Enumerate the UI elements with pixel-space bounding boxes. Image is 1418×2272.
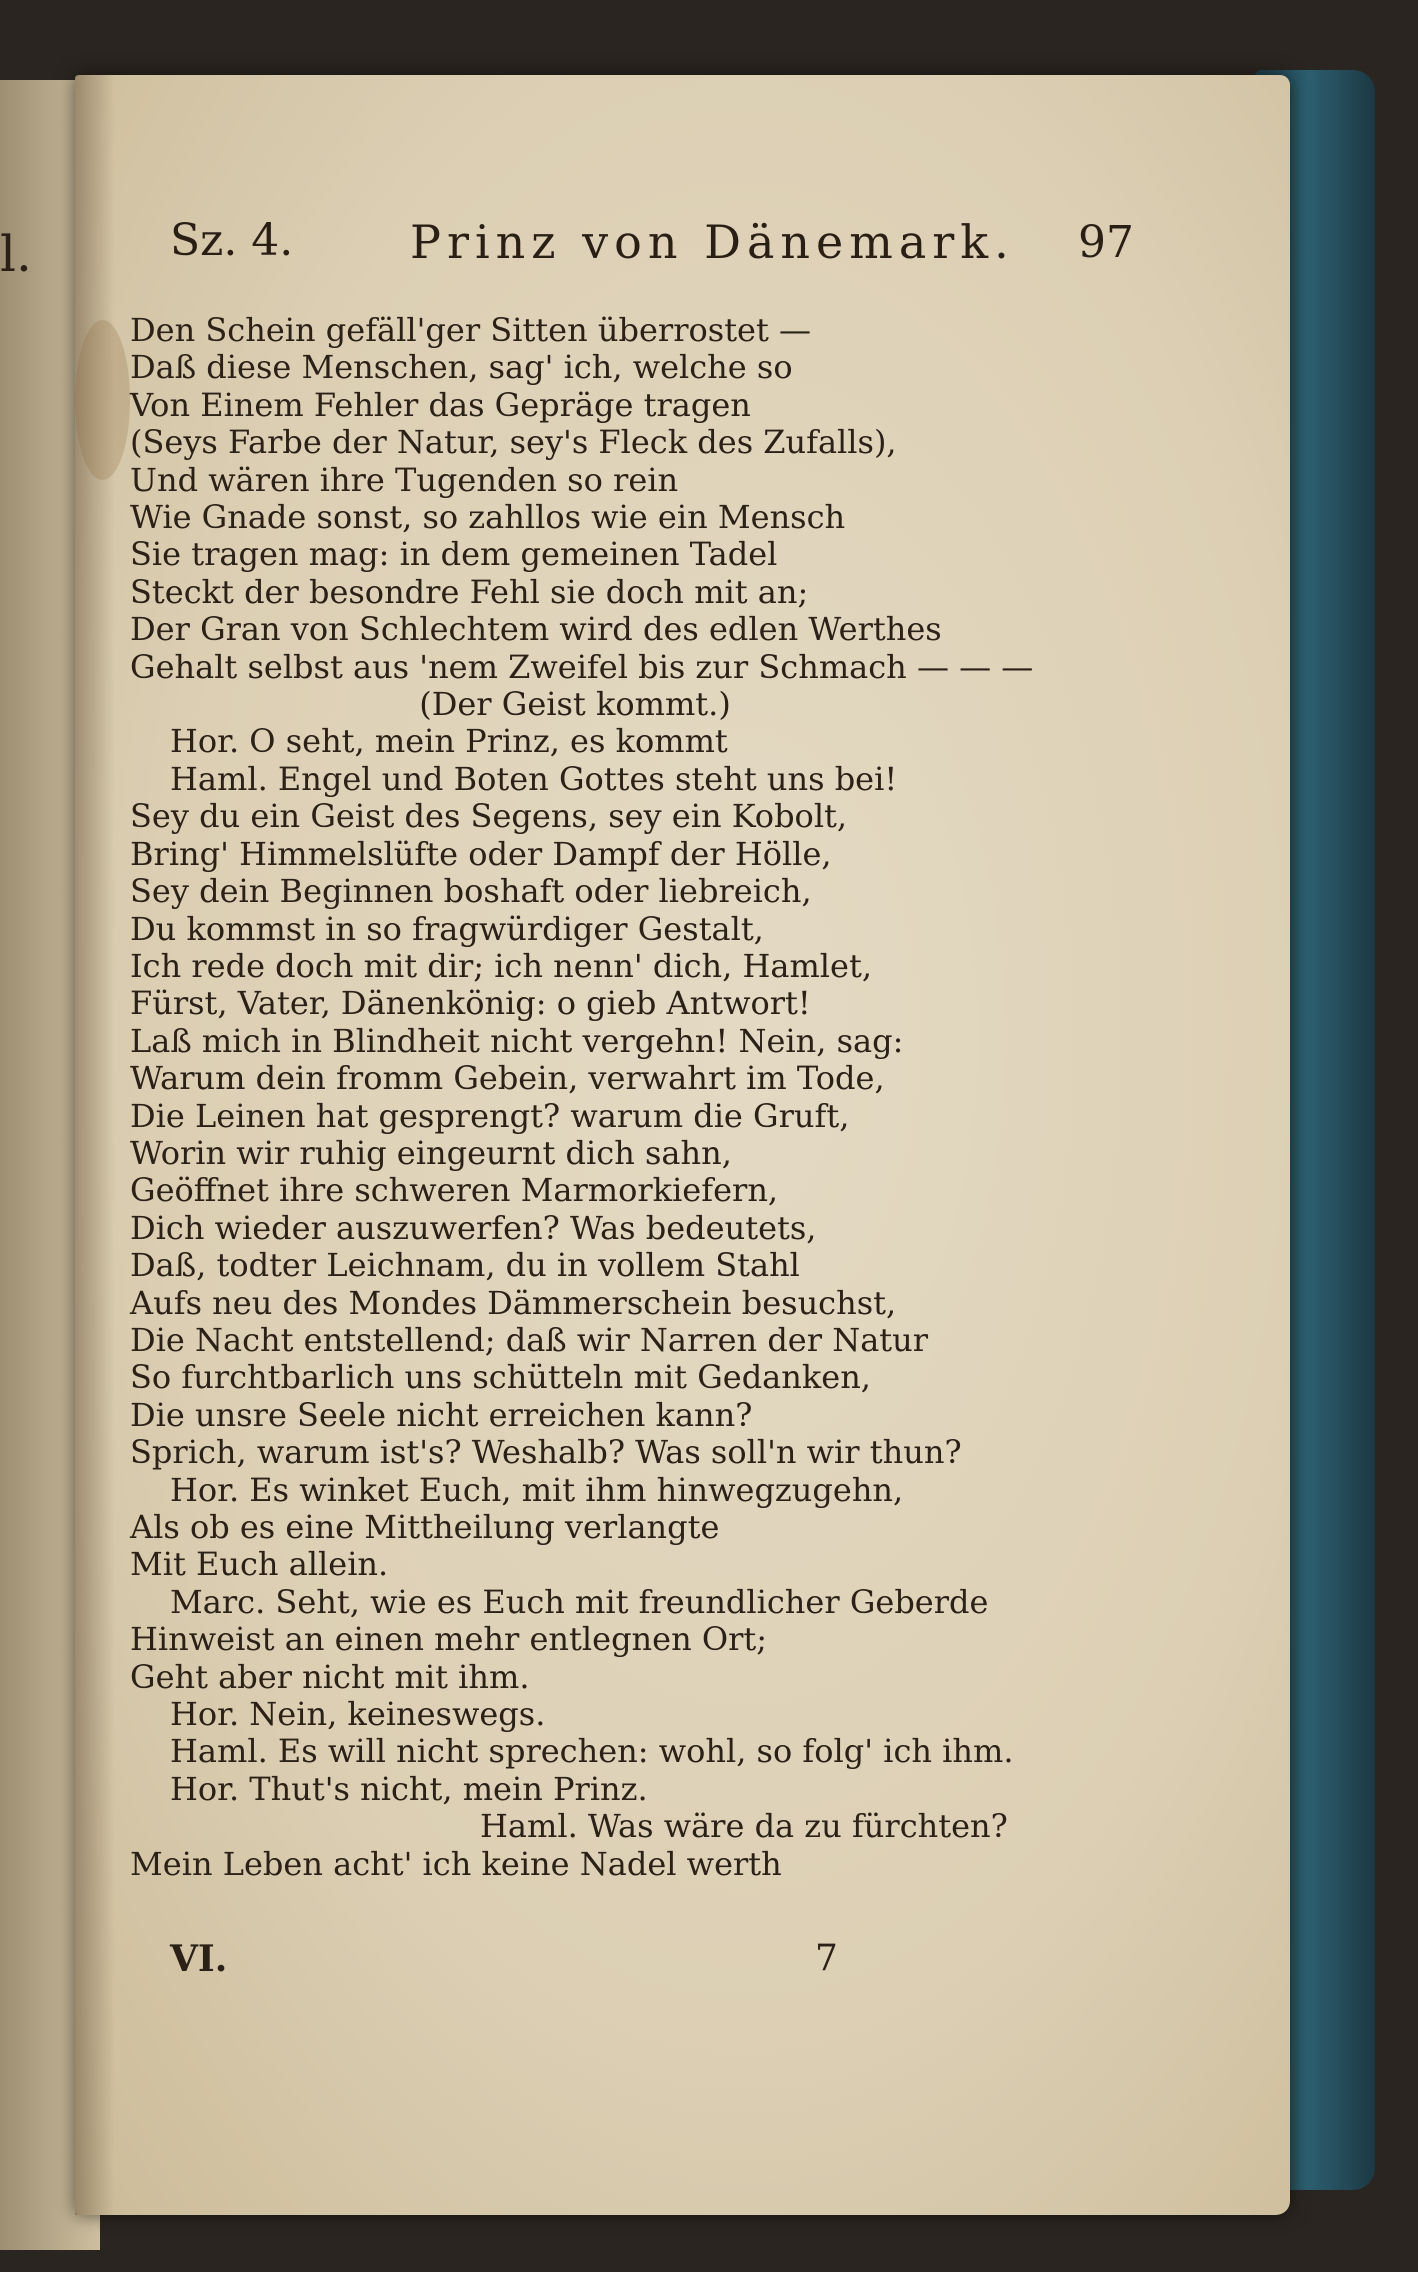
verse-line: Sey dein Beginnen boshaft oder liebreich, [130, 872, 812, 911]
speaker-line: Marc. Seht, wie es Euch mit freundlicher Geberde [170, 1582, 989, 1621]
verse-line: Laß mich in Blindheit nicht vergehn! Nein, sag: [130, 1021, 904, 1060]
verse-line: Die Nacht entstellend; daß wir Narren der Natur [130, 1320, 929, 1359]
verse-line: Sprich, warum ist's? Weshalb? Was soll'n wir thun? [130, 1433, 962, 1472]
verse-line: Steckt der besondre Fehl sie doch mit an; [130, 572, 809, 611]
signature-mark: VI. [170, 1938, 228, 1980]
verse-line: (Seys Farbe der Natur, sey's Fleck des Zufalls), [130, 423, 897, 462]
running-title: Prinz von Dänemark. [410, 215, 1015, 269]
verse-line: Die unsre Seele nicht erreichen kann? [130, 1395, 753, 1434]
verse-line: Geöffnet ihre schweren Marmorkiefern, [130, 1171, 779, 1210]
sheet-number: 7 [815, 1938, 838, 1979]
speaker-line: Haml. Was wäre da zu fürchten? [480, 1807, 1008, 1846]
verse-line: Daß, todter Leichnam, du in vollem Stahl [130, 1246, 800, 1285]
speaker-line: Haml. Es will nicht sprechen: wohl, so folg' ich ihm. [170, 1732, 1014, 1771]
speaker-line: Haml. Engel und Boten Gottes steht uns bei! [170, 759, 898, 798]
verse-line: Sey du ein Geist des Segens, sey ein Kobolt, [130, 797, 848, 836]
scene-label: Sz. 4. [170, 215, 294, 266]
verse-line: Bring' Himmelslüfte oder Dampf der Hölle, [130, 834, 832, 873]
verse-line: Als ob es eine Mittheilung verlangte [130, 1508, 720, 1546]
verse-line: Von Einem Fehler das Gepräge tragen [130, 385, 751, 424]
speaker-line: Hor. Nein, keineswegs. [170, 1695, 546, 1734]
stage-direction: (Der Geist kommt.) [419, 685, 731, 724]
verse-line: Aufs neu des Mondes Dämmerschein besuchst, [130, 1283, 897, 1322]
verse-line: Du kommst in so fragwürdiger Gestalt, [130, 909, 764, 948]
verse-line: Daß diese Menschen, sag' ich, welche so [130, 348, 793, 387]
verse-line: Warum dein fromm Gebein, verwahrt im Tode, [130, 1059, 885, 1098]
verse-line: Worin wir ruhig eingeurnt dich sahn, [130, 1133, 732, 1172]
verse-line: Wie Gnade sonst, so zahllos wie ein Mensch [130, 498, 846, 537]
page-stain [75, 320, 130, 480]
play-text [130, 312, 1140, 1883]
verse-line: Gehalt selbst aus 'nem Zweifel bis zur Schmach — — — [130, 647, 1034, 686]
verse-line: Dich wieder auszuwerfen? Was bedeutets, [130, 1208, 817, 1247]
verse-line: Sie tragen mag: in dem gemeinen Tadel [130, 535, 778, 574]
verse-line: Die Leinen hat gesprengt? warum die Gruft, [130, 1096, 850, 1135]
verse-line: Mit Euch allein. [130, 1545, 389, 1584]
verse-line: Fürst, Vater, Dänenkönig: o gieb Antwort! [130, 984, 811, 1023]
facing-page-mark: l. [0, 225, 32, 283]
verse-line: Hinweist an einen mehr entlegnen Ort; [130, 1620, 768, 1659]
verse-line: Der Gran von Schlechtem wird des edlen Werthes [130, 610, 942, 649]
verse-line: Und wären ihre Tugenden so rein [130, 460, 679, 499]
verse-line: Den Schein gefäll'ger Sitten überrostet — [130, 311, 812, 349]
verse-line: Mein Leben acht' ich keine Nadel werth [130, 1844, 782, 1883]
speaker-line: Hor. Thut's nicht, mein Prinz. [170, 1769, 648, 1808]
verse-line: Geht aber nicht mit ihm. [130, 1657, 530, 1696]
page-number: 97 [1078, 217, 1134, 268]
running-head [170, 215, 1134, 285]
speaker-line: Hor. Es winket Euch, mit ihm hinwegzugehn, [170, 1470, 904, 1509]
verse-line: Ich rede doch mit dir; ich nenn' dich, Hamlet, [130, 946, 872, 985]
speaker-line: Hor. O seht, mein Prinz, es kommt [170, 722, 728, 761]
verse-line: So furchtbarlich uns schütteln mit Gedanken, [130, 1358, 871, 1397]
